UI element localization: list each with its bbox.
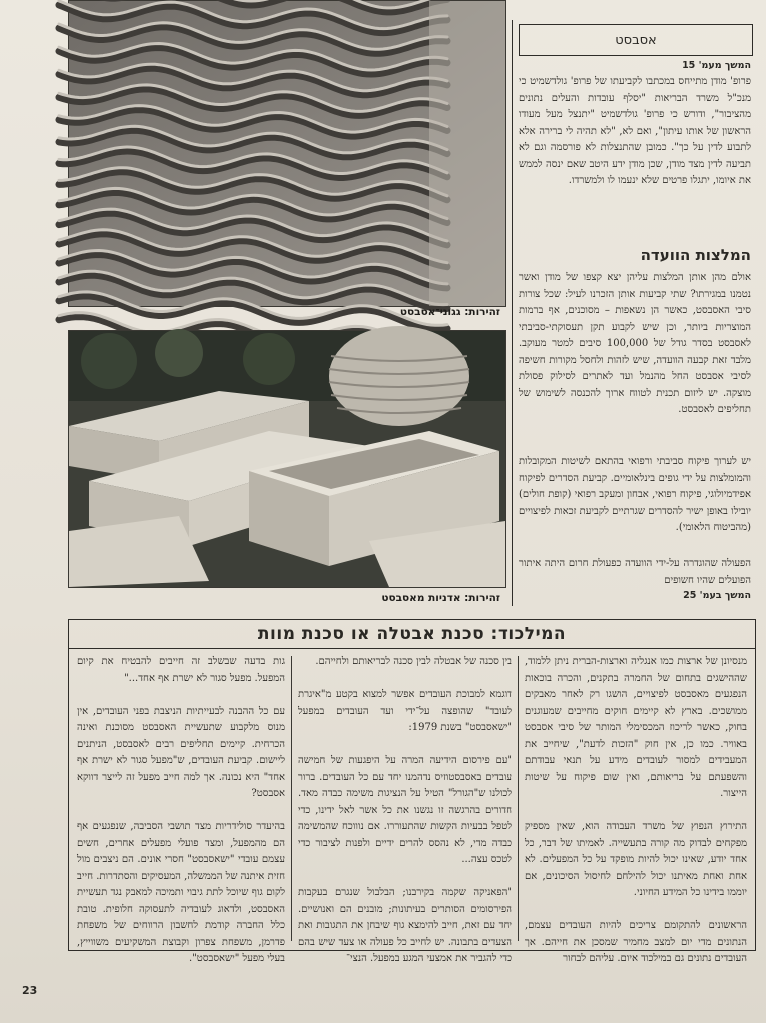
corrugated-roofing-image [69,1,505,306]
continued-from-note: המשך מעמ' 15 [682,60,751,71]
boxed-article [68,619,756,964]
box-column-middle: בין סכנה של אבטלה לבין סכנה לבריאותם ולחייהם. דוגמא למבוכת העובדים אפשר למצוא בקטע מ"איגרת לעובד" שהופצה על־ידי ועד העובדים במפעל "ישאסבסט" בשנת 1979: "עם פירסום הידיעה המרה על היפגעות של חמישה עובדים באסבסטוזיס נדהמנו יחד עם כל העובדים. ברור לכולנו ש"הגורל" הטיל על הנציגות משימה כבדה מאד. חדורים בהרגשה זו נגשנו את כל אשר לאל ידינו, כדי לטפל בבעיות הקשות שהתעוררו. אם נוווכח שהמשימה כבדה מדי, לא נהסס להרים ידיים ולפנות לציבור כדי לטכס עצה... "הפאניקה שקמה בקירבנו; הבלבול שנגרם בעקבות הפירסומים הסותרים בעיתונות; מובנים הם ואנושיים. יחד עם זאת, חייב להימצא גוף שיבחן את התגובות ואת הצעדים בתבונה. יש לחייב כל פעולה או צעד שיש בהם כדי להגביר את אמצעי המגע במפעל. הנצי־ [298,656,512,964]
supervision-paragraph: יש לערוך פיקוח סביבתי ורפואי בהתאם לשיטות המקובלות והמומלצות על ידי גופים בינלאומיים. קביעת הסדרים לפיקוח אפידמיולוגי, פיקוח רפואי, אבחון ומעקב רפואי (קופת חולים) יובילו באופן ישיר להסדרים שגרתיים לקביעת זכאות לפיצויים (מהביטוח הלאומי). [519,456,751,533]
asbestos-planters-image [69,331,505,587]
closing-paragraph: הפעולה שהוגדרה על-ידי הוועדה כפעולת חרום היתה איתור הפועלים שהיו חשופים [519,558,751,586]
column-divider [291,656,292,941]
continued-on-note: המשך בעמ' 25 [683,590,751,601]
intro-paragraph: פרופ' מודן מתייחס במכתבו לקביעתו של פרופ' גולדשמיט כי מנכ"ל משרד הבריאות "יסלף עובדות והעלים נתונים מהציבור", ודורש כי פרופ' גולדשמיט "יתנצל מעל מעודו הראשון של אותו עיתון", ואם לא, "לא תהיה לי ברירה אלא לתבוע לדין על כך". כמובן שהתנצלות לא פורסמה וגם לא תביעה לדין מצד מודן, שכן מודן ידע היטב שאם ינסה לממש את איומו, יתגלו פרטים שלא ינעמו לו ולמשרדו. [519,76,751,186]
corrugated-roofing-photo [68,0,506,307]
column-divider [518,656,519,941]
boxed-article-title: המילכוד: סכנת אבטלה או סכנת מוות [257,624,567,644]
bottom-photo-caption: זהירות: אדניות מאסבסט [381,592,500,604]
article-sidebar [512,20,755,606]
asbestos-planters-photo [68,330,506,588]
recommendations-paragraph: אולם מהן אותן המלצות עליהן יצא קצפו של מודן ואשר נטמנו במגירתו? שתי קביעות אותן הזכרנו לעיל: שכל צורות סיבי האסבסט, כאשר הן נשאפות – מסוכנים, אף ברמות המוצריות ביותר, וכן שיש לקבוע תקן תעסוקתי-סביבתי לאסבסט בסדר גודל של 100,000 סיבים למטר מעוקב. מלבד זאת קבעה הוועדה, שיש לזהות ולחסל מקורות חשיפה לסיבי אסבסט החל מהנמל ועד לאתרים לסילוק פסולת מוצקה. יש ליזום תכנית לטווח ארוך להכנסה לשימוש של תחליפים לאסבסט. [519,272,751,415]
section-header [519,24,753,56]
recommendations-subhead: המלצות הוועדה [640,246,751,264]
section-header-label: אסבסט [615,32,657,48]
box-column-right: מנסיונן של ארצות כמו אנגליה וארצות-הברית ניתן ללמוד, שההישגים בתחום של החמרה בתקנים, והכרה בוכאות הנפגעים מאסבסט לפיצויים, הושגו רק לאחר מאבקים ממושכים. בארץ לא קיימים חוקים מחייבים שמעוגנים בחוק, כאשר לריכוז המכסימלי המותר של סיבי אסבסט באוויר. כמו כן, אין חוק "הזכות לדעת", שיחייב את המעבידים למסור לעובדים מידע על תנאי עבודתם והשפעתם על בריאותם, ואין שום פיקוח על שיטות הייצור. התירוץ הנפוץ של משרד העבודה הוא, שאין מספיק מפקחים לבדוק מה קורה בתעשייה. לאמיתו של דבר, כל אחד יודע, שאינו יכול להיות מופקד על כל המפעלים. לא אחת ואחת מאיתנו יכול להילחם לחיסול הסיכונים, אם יוממו בידינו כל המידע החיוני. הראשונים להתקומם צריכים להיות העובדים עצמם, הנתונים מדי יום למצב מחמיר שמסכן את חייהם. אך העובדים נתונים גם במילכוד איום. עליהם לבחור [525,656,747,964]
top-photo-caption: זהירות: גגוני־אסבסט [399,306,500,318]
page-number: 23 [22,984,38,997]
boxed-article-header [69,620,755,649]
box-column-left: גות בדעה שבשלב זה חייבים להבטיח את קיום המפעל. מפעל סגור לא ישרת אף אחד..." עם כל ההבנה לבעייתיות הניצבת בפני העובדים, אין מנוס מלקבוע שתעשיית האסבסט מסוכנת ואינה הכרחית. קיימים תחליפים רבים לאסבסט, הניתנים ליישום. קביעת העובדים, ש"מפעל סגור לא ישרת אף אחד" היא נכונה. אך למה חייב מפעל זה לייצר דווקא אסבסט? בהיעדר סולידריות מצד תושבי הסביבה, שנפגעים אף הם מהמפעל, ומצד פועלי מפעלים אחרים, חשים עצמם עובדי "ישאסבסט" חסרי אונים. הם ניצבים מול חזית איתנה של הממשלה, המעסיקים והסתדרות. חייב לקום גוף שיוכל לתת גיבוי ותמיכה למאבק נגד תעשיית האסבסט, ולדאוג לעובדיה לתעסוקה חלופית. טובת כלל החברה קודמת לחשבון הרווחים של משפחת פדרמן, משפחת צפרון וקבוצת המשקיעים משווייץ, בעלי מפעל "ישאסבסט". [77,656,285,964]
